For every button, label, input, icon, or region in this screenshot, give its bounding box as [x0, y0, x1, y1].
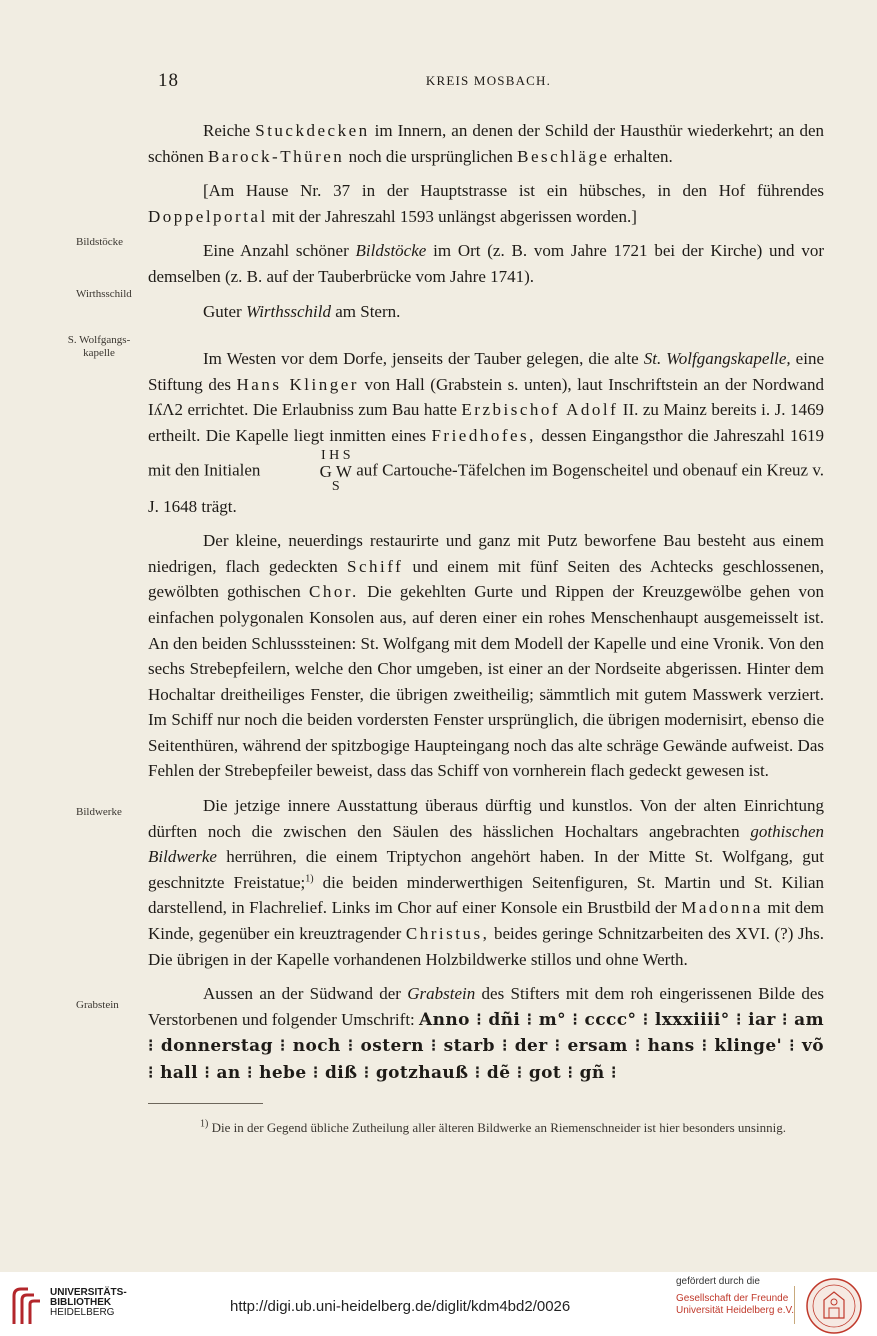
- term-barock-thueren: Barock-Thüren: [207, 146, 345, 166]
- ub-line-1: UNIVERSITÄTS-: [50, 1287, 127, 1298]
- term-friedhofes: Friedhofes,: [431, 425, 536, 445]
- gothic-inscription: Anno ⁝ dñi ⁝ m° ⁝ cccc° ⁝ lxxxiiii° ⁝ iar ⁝ am ⁝ donnerstag ⁝ noch ⁝ ostern ⁝ starb ⁝ der ⁝ ersam ⁝ hans ⁝ klinge' ⁝ võ ⁝ hall ⁝ an ⁝ hebe ⁝ diß ⁝ gotzhauß ⁝ dẽ ⁝ got ⁝ gñ ⁝: [148, 1009, 824, 1083]
- digital-object-url-link[interactable]: http://digi.ub.uni-heidelberg.de/diglit/kdm4bd2/0026: [230, 1298, 571, 1315]
- sponsor-name-link[interactable]: [676, 1293, 794, 1317]
- ub-line-3: HEIDELBERG: [50, 1307, 115, 1318]
- term-gothische-bildwerke: gothischen Bildwerke: [148, 821, 824, 867]
- margin-note-wolfgang-line1: S. Wolfgangs-: [67, 334, 131, 346]
- paragraph-wolfgangskapelle: Im Westen vor dem Dorfe, jenseits der Tauber gelegen, die alte St. Wolfgangskapelle, eine Stiftung des Hans Klinger von Hall (Grabstein s. unten), laut Inschriftstein an der Nordwand IʎΛ2 errichtet. Die Erlaubniss zum Bau hatte Erzbischof Adolf II. zu Mainz bereits i. J. 1469 ertheilt. Die Kapelle liegt inmitten eines Friedhofes, dessen Eingangsthor die Jahreszahl 1619 mit den Initialen I H S G W S auf Cartouche-Täfelchen im Bogenscheitel und obenauf ein Kreuz v. J. 1648 trägt.: [148, 349, 825, 516]
- sponsor-line-1: Gesellschaft der Freunde: [676, 1293, 789, 1304]
- running-head: KREIS MOSBACH.: [425, 73, 552, 88]
- sponsor-line-2: Universität Heidelberg e.V.: [676, 1305, 795, 1316]
- paragraph-doppelportal: [Am Hause Nr. 37 in der Hauptstrasse ist ein hübsches, in den Hof führendes Doppelportal mit der Jahreszahl 1593 unlängst abgerissen worden.]: [148, 181, 824, 226]
- term-wolfgangskapelle: St. Wolfgangskapelle,: [643, 349, 791, 369]
- term-madonna: Madonna: [681, 898, 763, 918]
- term-chor: Chor.: [309, 582, 359, 602]
- term-beschlaege: Beschläge: [517, 146, 610, 166]
- footnote-marker: 1): [200, 1118, 209, 1130]
- term-stuckdecken: Stuckdecken: [255, 121, 370, 140]
- footnote-divider: [148, 1103, 263, 1104]
- term-bildstoecke: Bildstöcke: [355, 241, 427, 261]
- paragraph-bildwerke: Die jetzige innere Ausstattung überaus dürftig und kunstlos. Von der alten Einrichtung dürften noch die zwischen den Säulen des hässlichen Hochaltars angebrachten gothischen Bildwerke herrühren, die einem Triptychon angehört haben. In der Mitte St. Wolfgang, gut geschnitzte Freistatue;$^{1)}$ die beiden minderwerthigen Seitenfiguren, St. Martin und St. Kilian darstellend, in Flachrelief. Links im Chor auf einer Konsole ein Brustbild der Madonna mit dem Kinde, gegenüber ein kreuztragender Christus, beides geringe Schnitzarbeiten des XVI. (?) Jhs. Die übrigen in der Kapelle vorhandenen Holzbildwerke stillos und ohne Werth.: [148, 796, 825, 969]
- footnote-text: Die in der Gegend übliche Zutheilung aller älteren Bildwerke an Riemenschneider ist hier besonders unsinnig.: [208, 1120, 786, 1135]
- inscription-year: ʎΛ2: [153, 400, 183, 420]
- initials-monogram: I H S G W S: [319, 447, 352, 494]
- margin-note-grabstein: Grabstein: [76, 999, 119, 1011]
- margin-note-wolfgangskapelle: [64, 334, 134, 360]
- term-grabstein: Grabstein: [407, 984, 476, 1004]
- term-doppelportal: Doppelportal: [148, 206, 268, 226]
- margin-note-wolfgang-line2: kapelle: [83, 347, 115, 359]
- paragraph-bau: Der kleine, neuerdings restaurirte und ganz mit Putz beworfene Bau besteht aus einem niedrigen, flach gedeckten Schiff und einem mit fünf Seiten des Achtecks geschlossenen, gewölbten gothischen Chor. Die gekehlten Gurte und Rippen der Kreuzgewölbe gehen von einfachen polygonalen Konsolen aus, auf deren einer ein rohes Menschenhaupt ausgemeisselt ist. An den beiden Schlusssteinen: St. Wolfgang mit dem Modell der Kapelle und eine Vronik. Von den sechs Strebepfeilern, welche den Chor umgeben, ist einer an der Nordseite abgerissen. Hinter dem Hochaltar dreitheiliges Fenster, die übrigen zweitheilig; sämmtlich mit gutem Masswerk verziert. Im Schiff nur noch die beiden vordersten Fenster ursprünglich, die übrigen modernisirt, ebenso die Seitenthüren, während der spitzbogige Haupteingang noch das alte schräge Gewände aufweist. Das Fehlen der Strebepfeiler beweist, dass das Schiff von vornherein flach gedeckt gewesen ist.: [148, 531, 825, 781]
- ub-heidelberg-name[interactable]: [50, 1288, 127, 1318]
- margin-note-bildwerke: Bildwerke: [76, 806, 122, 818]
- sponsor-label: gefördert durch die: [676, 1276, 760, 1287]
- page-header: [150, 70, 827, 92]
- paragraph-stuckdecken: Reiche Stuckdecken im Innern, an denen der Schild der Hausthür wiederkehrt; an den schönen Barock-Thüren noch die ursprünglichen Beschläge erhalten.: [148, 121, 824, 166]
- footer-divider: [794, 1286, 795, 1324]
- term-christus: Christus,: [405, 924, 490, 944]
- paragraph-grabstein: Aussen an der Südwand der Grabstein des Stifters mit dem roh eingerissenen Bilde des Verstorbenen und folgender Umschrift: Anno ⁝ dñi ⁝ m° ⁝ cccc° ⁝ lxxxiiii° ⁝ iar ⁝ am ⁝ donnerstag ⁝ noch ⁝ ostern ⁝ starb ⁝ der ⁝ ersam ⁝ hans ⁝ klinge' ⁝ võ ⁝ hall ⁝ an ⁝ hebe ⁝ diß ⁝ gotzhauß ⁝ dẽ ⁝ got ⁝ gñ ⁝: [148, 984, 824, 1083]
- ub-line-2: BIBLIOTHEK: [50, 1297, 112, 1308]
- footnote: [148, 1118, 822, 1137]
- name-erzbischof-adolf: Erzbischof Adolf: [461, 400, 619, 420]
- page-number: 18: [158, 70, 179, 91]
- ub-heidelberg-logo-icon[interactable]: [8, 1286, 44, 1326]
- main-text: [148, 118, 824, 1087]
- margin-note-bildstoecke: Bildstöcke: [76, 236, 124, 248]
- term-wirthsschild: Wirthsschild: [245, 301, 331, 321]
- name-hans-klinger: Hans Klinger: [236, 374, 359, 394]
- university-seal-icon: [804, 1276, 864, 1336]
- margin-note-wirthsschild: Wirthsschild: [76, 288, 132, 300]
- term-schiff: Schiff: [347, 556, 404, 576]
- paragraph-bildstoecke: Eine Anzahl schöner Bildstöcke im Ort (z. B. vom Jahre 1721 bei der Kirche) und vor demselben (z. B. auf der Tauberbrücke vom Jahre 1741).: [148, 241, 824, 286]
- footnote-reference[interactable]: 1): [305, 873, 314, 885]
- paragraph-wirthsschild: Guter Wirthsschild am Stern.: [203, 301, 401, 321]
